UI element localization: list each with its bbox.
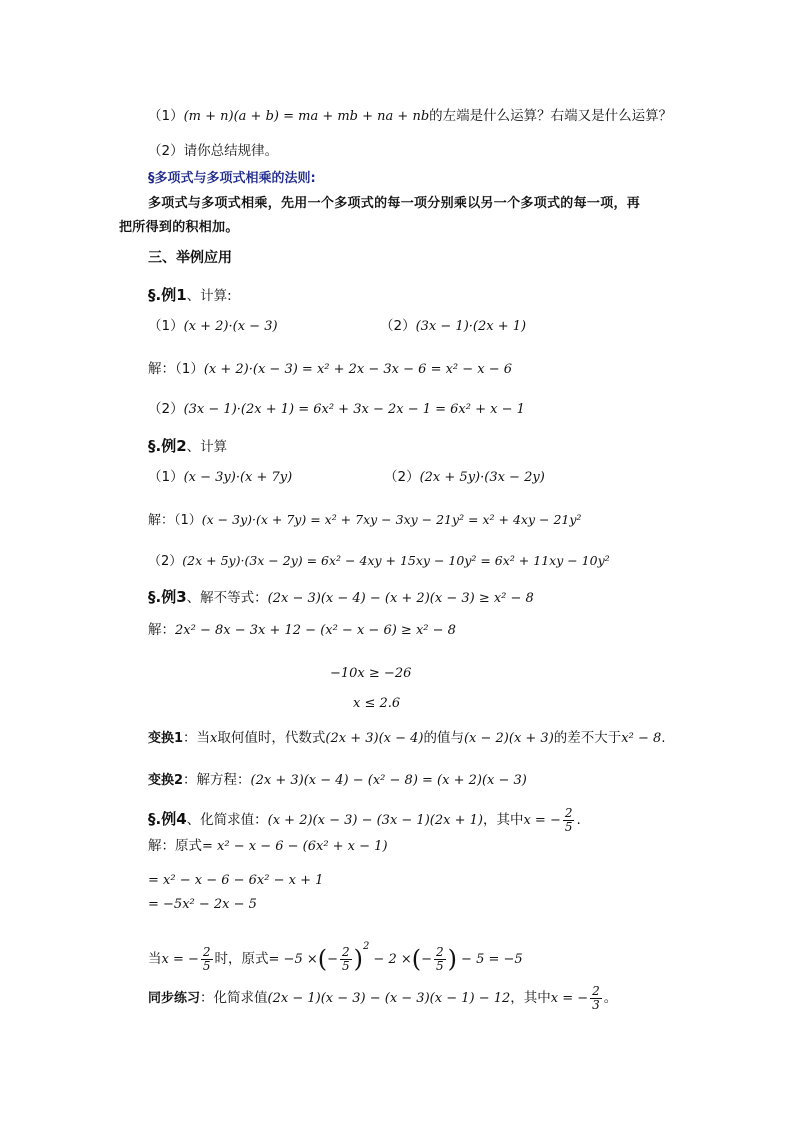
example-4-expr: (x + 2)(x − 3) − (3x − 1)(2x + 1) [267, 813, 483, 828]
example-4-when-eq: = −5 × [268, 952, 318, 967]
right-paren: ) [353, 945, 364, 973]
example-4-heading [148, 806, 581, 834]
example-2-title: 、计算 [186, 439, 228, 455]
fraction-numerator: 2 [202, 944, 211, 959]
variation-2-label: 变换2 [148, 773, 184, 788]
section-heading: 三、举例应用 [148, 250, 232, 266]
example-1-problem-1 [148, 317, 278, 336]
rule-body-line-1: 多项式与多项式相乘，先用一个多项式的每一项分别乘以另一个多项式的每一项，再 [148, 196, 641, 211]
example-4-number: 4 [176, 810, 187, 828]
practice-fraction [590, 985, 602, 1012]
example-1-solution-1-expr: (x + 2)·(x − 3) = x² + 2x − 3x − 6 = x² − x − 6 [203, 362, 513, 377]
fraction-numerator: 2 [592, 983, 600, 998]
example-4-solution-1 [148, 837, 388, 856]
example-3-solution-1-expr: 2x² − 8x − 3x + 12 − (x² − x − 6) ≥ x² − 8 [175, 623, 456, 638]
variation-2-expr: (2x + 3)(x − 4) − (x² − 8) = (x + 2)(x − 3) [250, 773, 527, 788]
example-1-solution-2-label: （2） [148, 401, 184, 417]
example-4-paren-fraction-1 [340, 946, 352, 973]
example-4-evaluation [148, 932, 523, 975]
example-2-solution-2-label: （2） [148, 554, 183, 569]
variation-1-text-4: 的差不大于 [553, 730, 622, 746]
example-4-title: 、化简求值： [186, 812, 268, 828]
variation-1 [148, 729, 666, 748]
example-2-problem-1-label: （1） [148, 469, 184, 485]
example-2-problem-2 [384, 468, 545, 487]
left-paren: ( [317, 945, 328, 973]
example-4-fraction [563, 807, 575, 834]
practice-expr: (2x − 1)(x − 3) − (x − 3)(x − 1) − 12 [267, 991, 511, 1006]
example-3-title: 、解不等式： [186, 590, 268, 606]
example-4-solution-3: = −5x² − 2x − 5 [148, 897, 257, 912]
variation-1-text-1: ：当 [183, 730, 211, 746]
variation-1-expr-1: (2x + 3)(x − 4) [325, 731, 424, 746]
variation-2 [148, 771, 527, 790]
example-2-problem-1-expr: (x − 3y)·(x + 7y) [183, 470, 293, 485]
square-exponent: 2 [363, 941, 370, 952]
example-1-problem-2-label: （2） [380, 318, 416, 334]
fraction-numerator: 2 [436, 944, 444, 959]
question-1-label: （1） [148, 108, 184, 124]
example-4-solution-1-expr: = x² − x − 6 − (6x² + x − 1) [202, 839, 388, 854]
example-2-solution-1 [148, 511, 581, 530]
example-3-solution-2: −10x ≥ −26 [330, 666, 412, 681]
practice [148, 984, 617, 1013]
rule-title: §多项式与多项式相乘的法则: [148, 171, 316, 186]
example-1-head: §.例 [148, 286, 177, 304]
example-3-solution-label: 解： [148, 622, 175, 638]
fraction-numerator: 2 [564, 805, 573, 820]
rule-body-line-2: 把所得到的积相加。 [119, 220, 239, 235]
example-2-solution-1-expr: (x − 3y)·(x + 7y) = x² + 7xy − 3xy − 21y² = x² + 4xy − 21y² [201, 512, 582, 527]
example-4-solution-2: = x² − x − 6 − 6x² − x + 1 [148, 873, 324, 888]
example-1-problem-2 [380, 317, 526, 336]
example-2-head: §.例 [148, 437, 177, 455]
example-4-head: §.例 [148, 810, 177, 828]
question-2-text: 请你总结规律。 [183, 143, 279, 159]
example-1-solution-2 [148, 400, 525, 419]
variation-1-text-2: 取何值时，代数式 [217, 730, 326, 746]
example-3-solution-1 [148, 621, 456, 640]
example-2-solution-2-expr: (2x + 5y)·(3x − 2y) = 6x² − 4xy + 15xy − 10y² = 6x² + 11xy − 10y² [182, 553, 610, 568]
example-1-solution-2-expr: (3x − 1)·(2x + 1) = 6x² + 3x − 2x − 1 = 6x² + x − 1 [183, 402, 525, 417]
example-2-solution-2 [148, 552, 610, 571]
right-paren: ) [447, 945, 458, 973]
example-4-when: 当 [148, 951, 162, 967]
example-1-heading [148, 286, 232, 305]
example-3-number: 3 [176, 588, 187, 606]
example-4-when-mid: − 2 × [373, 952, 412, 967]
practice-text-1: ：化简求值 [200, 990, 268, 1006]
example-1-solution-1-label: 解：（1） [148, 361, 204, 377]
example-3-problem-expr: (2x − 3)(x − 4) − (x + 2)(x − 3) ≥ x² − 8 [267, 591, 534, 606]
example-1-solution-1 [148, 360, 512, 379]
variation-1-var: x [210, 731, 218, 746]
left-paren: ( [411, 945, 422, 973]
practice-end: 。 [603, 990, 618, 1006]
example-3-solution-3: x ≤ 2.6 [353, 696, 401, 711]
example-3-head: §.例 [148, 588, 177, 606]
fraction-denominator: 3 [592, 997, 600, 1012]
example-4-end: . [576, 812, 581, 828]
variation-1-expr-2: (x − 2)(x + 3) [463, 731, 554, 746]
fraction-denominator: 5 [436, 958, 444, 973]
example-2-problem-2-label: （2） [384, 469, 420, 485]
fraction-denominator: 5 [342, 958, 350, 973]
example-3-heading [148, 588, 534, 608]
example-4-where: ，其中 [482, 812, 524, 828]
example-1-problem-2-expr: (3x − 1)·(2x + 1) [415, 319, 527, 334]
question-1 [148, 107, 672, 126]
question-1-text: 的左端是什么运算？右端又是什么运算？ [429, 108, 673, 124]
variation-2-text-1: ：解方程： [183, 772, 251, 788]
example-4-paren-fraction-2 [434, 946, 446, 973]
example-2-number: 2 [176, 437, 187, 455]
question-2-label: （2） [148, 143, 184, 159]
minus-sign: − [421, 952, 433, 967]
example-1-problem-1-expr: (x + 2)·(x − 3) [183, 319, 278, 334]
fraction-denominator: 5 [564, 819, 573, 834]
variation-1-text-3: 的值与 [423, 730, 464, 746]
variation-1-text-5: . [661, 730, 666, 746]
example-4-solution-label: 解：原式 [148, 838, 202, 854]
example-4-when-x: x = − [161, 952, 199, 967]
minus-sign: − [327, 952, 339, 967]
example-4-when-end: − 5 = −5 [461, 952, 523, 967]
example-2-heading [148, 437, 227, 456]
variation-1-expr-3: x² − 8 [621, 731, 662, 746]
question-2 [148, 142, 278, 160]
example-1-number: 1 [176, 286, 187, 304]
practice-x-eq: x = − [550, 991, 589, 1006]
practice-label: 同步练习 [148, 991, 201, 1006]
example-4-x-eq: x = − [523, 813, 561, 828]
example-2-problem-2-expr: (2x + 5y)·(3x − 2y) [419, 470, 545, 485]
example-4-when-fraction [201, 946, 213, 973]
practice-text-2: ，其中 [510, 990, 551, 1006]
example-2-problem-1 [148, 468, 292, 487]
example-2-solution-1-label: 解：（1） [148, 513, 202, 528]
question-1-formula: (m + n)(a + b) = ma + mb + na + nb [183, 109, 430, 124]
example-1-title: 、计算: [186, 288, 232, 304]
fraction-denominator: 5 [202, 958, 211, 973]
fraction-numerator: 2 [342, 944, 350, 959]
example-1-problem-1-label: （1） [148, 318, 184, 334]
variation-1-label: 变换1 [148, 731, 184, 746]
example-4-when-text: 时，原式 [214, 951, 269, 967]
